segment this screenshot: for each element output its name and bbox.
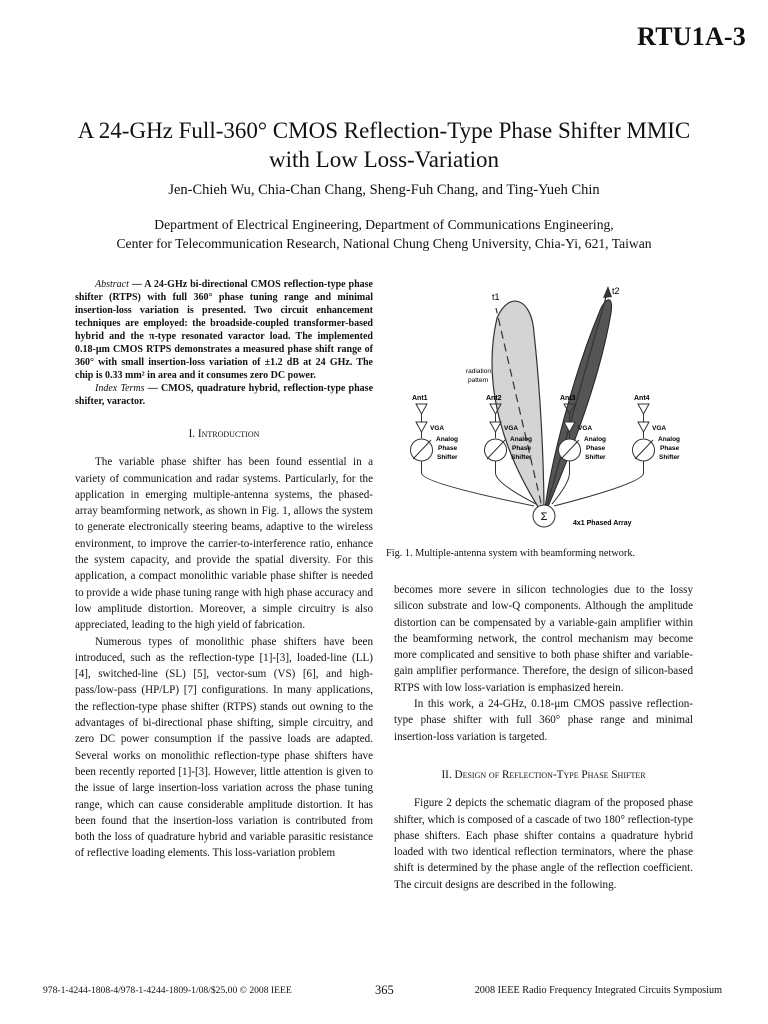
array-label: 4x1 Phased Array — [573, 520, 632, 527]
aps-label-line2: Phase — [660, 445, 680, 452]
aps-label-line3: Shifter — [585, 454, 606, 461]
beam-axis-t2 — [544, 290, 608, 516]
antenna-icon — [416, 404, 427, 422]
beam-label-t2: t2 — [612, 286, 620, 296]
section-2-number: II. — [441, 768, 452, 781]
right-column — [394, 582, 693, 893]
aps-label-line3: Shifter — [659, 454, 680, 461]
aps-label-line2: Phase — [586, 445, 606, 452]
beam-label-t1: t1 — [492, 292, 500, 302]
sum-symbol: Σ — [540, 511, 548, 523]
vga-label: VGA — [430, 425, 445, 432]
combiner-line — [554, 461, 644, 506]
index-terms-label: Index Terms — [95, 383, 145, 394]
paragraph: In this work, a 24-GHz, 0.18-μm CMOS passive reflection-type phase shifter with full 360° phase range and minimal insertion-loss variation is targeted. — [394, 698, 693, 743]
vga-icon — [638, 422, 649, 432]
pattern-label-line2: pattern — [468, 377, 489, 384]
figure-1-diagram — [394, 278, 694, 536]
paragraph: becomes more severe in silicon technologies due to the lossy silicon substrate and low-Q components. Although the amplitude distortion can be compensated by a variable-gain amplifier within the beamforming network, the control mechanism may become more complicated and sensitive to both phase shifter and variable-gain amplifier performance. Therefore, the design of silicon-based RTPS with low loss-variation is emphasized herein. — [394, 584, 693, 694]
section-2-heading — [394, 767, 693, 783]
pattern-label-line1: radiation — [466, 368, 491, 375]
title-line-1: A 24-GHz Full-360° CMOS Reflection-Type Phase Shifter MMIC — [77, 118, 691, 143]
footer-isbn: 978-1-4244-1808-4/978-1-4244-1809-1/08/$25.00 © 2008 IEEE — [43, 985, 292, 996]
aps-label-line3: Shifter — [511, 454, 532, 461]
affiliation-line-2: Center for Telecommunication Research, National Chung Cheng University, Chia-Yi, 621, Taiwan — [116, 236, 652, 251]
abstract-text: A 24-GHz bi-directional CMOS reflection-type phase shifter (RTPS) with full 360° phase tuning range and minimal insertion-loss variation is presented. Two circuit enhancement techniques are employed: the broadside-coupled transformer-based hybrid and the π-type resonated varactor load. The implemented 0.18-μm CMOS RTPS demonstrates a measured phase shift range of 360° with small insertion-loss variation of ±1.2 dB at 24 GHz. The chip is 0.33 mm² in area and it consumes zero DC power. — [75, 279, 373, 381]
antenna-label: Ant4 — [634, 395, 650, 402]
beam-lobe-t2 — [544, 300, 612, 516]
vga-label: VGA — [504, 425, 519, 432]
vga-icon — [416, 422, 427, 432]
aps-label-line3: Shifter — [437, 454, 458, 461]
index-terms: Index Terms — CMOS, quadrature hybrid, reflection-type phase shifter, varactor. — [75, 383, 374, 407]
antenna-icon — [638, 404, 649, 422]
affiliation — [40, 215, 728, 253]
affiliation-line-1: Department of Electrical Engineering, Department of Communications Engineering, — [154, 217, 614, 232]
aps-label-line2: Phase — [438, 445, 458, 452]
section-1-number: I. — [188, 428, 196, 440]
paper-title — [40, 116, 728, 174]
aps-label-line1: Analog — [658, 436, 681, 443]
title-line-2: with Low Loss-Variation — [269, 147, 499, 172]
figure-1-caption: Fig. 1. Multiple-antenna system with beamforming network. — [386, 548, 636, 559]
vga-label: VGA — [652, 425, 667, 432]
section-2-title: Design of Reflection-Type Phase Shifter — [454, 768, 646, 781]
antenna-label: Ant3 — [560, 395, 576, 402]
paper-id: RTU1A-3 — [637, 22, 746, 51]
arrow-head-icon — [603, 286, 612, 298]
paragraph: The variable phase shifter has been found essential in a variety of communication and radar systems. Particularly, for the application in emerging multiple-antenna systems, the phased-array beamforming network, as shown in Fig. 1, allows the system to generate electronically steering beams, adaptive to the wireless environment, to improve the carrier-to-interference ratio, enhance the system capacity, and provide the spatial diversity. For this application, a compact monolithic variable phase shifter is needed to provide a wide phase tuning range with high phase accuracy and low amplitude distortion. Moreover, a simple circuitry is also appreciated, leading to the high yield of fabrication. — [75, 456, 373, 632]
index-terms-text: CMOS, quadrature hybrid, reflection-type phase shifter, varactor. — [75, 383, 374, 407]
abstract-label: Abstract — [95, 279, 129, 290]
paragraph: Figure 2 depicts the schematic diagram of the proposed phase shifter, which is composed of a cascade of two 180° reflection-type phase shifters. Each phase shifter contains a quadrature hybrid loaded with two identical reflection terminators, where the phase shift is determined by the phase angle of the reflection coefficient. The circuit designs are described in the following. — [394, 797, 693, 891]
antenna-label: Ant1 — [412, 395, 428, 402]
paragraph: Numerous types of monolithic phase shifters have been introduced, such as the reflection-type [1]-[3], loaded-line (LL) [4], switched-line (SL) [5], vector-sum (VS) [6], and high-pass/low-pass (HP/LP) [7] configurations. In many applications, the reflection-type phase shifter (RTPS) stands out owning to the advantages of bi-directional phase shifting, simple circuitry, and zero DC power consumption if the passive loads are adapted. Several works on monolithic reflection-type phase shifters have been recently reported [1]-[3]. However, little attention is given to the issue of large insertion-loss variation across the phase tuning range, which can cause considerable amplitude distortion. It has been found that the insertion-loss variation is contributed from both the loss of quadrature hybrid and variable parasitic resistance of reflective loading elements. This loss-variation problem — [75, 635, 373, 860]
left-column — [75, 278, 373, 862]
page-number: 365 — [375, 983, 394, 997]
aps-label-line1: Analog — [510, 436, 533, 443]
aps-label-line1: Analog — [584, 436, 607, 443]
section-1-heading — [75, 426, 373, 442]
abstract: Abstract — A 24-GHz bi-directional CMOS reflection-type phase shifter (RTPS) with full 360° phase tuning range and minimal insertion-loss variation is presented. Two circuit enhancement techniques are employed: the broadside-coupled transformer-based hybrid and the π-type resonated varactor load. The implemented 0.18-μm CMOS RTPS demonstrates a measured phase shift range of 360° with small insertion-loss variation of ±1.2 dB at 24 GHz. The chip is 0.33 mm² in area and it consumes zero DC power. — [75, 279, 373, 381]
vga-icon — [490, 422, 501, 432]
section-1-title: Introduction — [197, 428, 260, 440]
antenna-label: Ant2 — [486, 395, 502, 402]
aps-label-line2: Phase — [512, 445, 532, 452]
author-list: Jen-Chieh Wu, Chia-Chan Chang, Sheng-Fuh Chang, and Ting-Yueh Chin — [168, 182, 600, 198]
aps-label-line1: Analog — [436, 436, 459, 443]
vga-label: VGA — [578, 425, 593, 432]
footer-conference: 2008 IEEE Radio Frequency Integrated Circuits Symposium — [474, 985, 722, 996]
